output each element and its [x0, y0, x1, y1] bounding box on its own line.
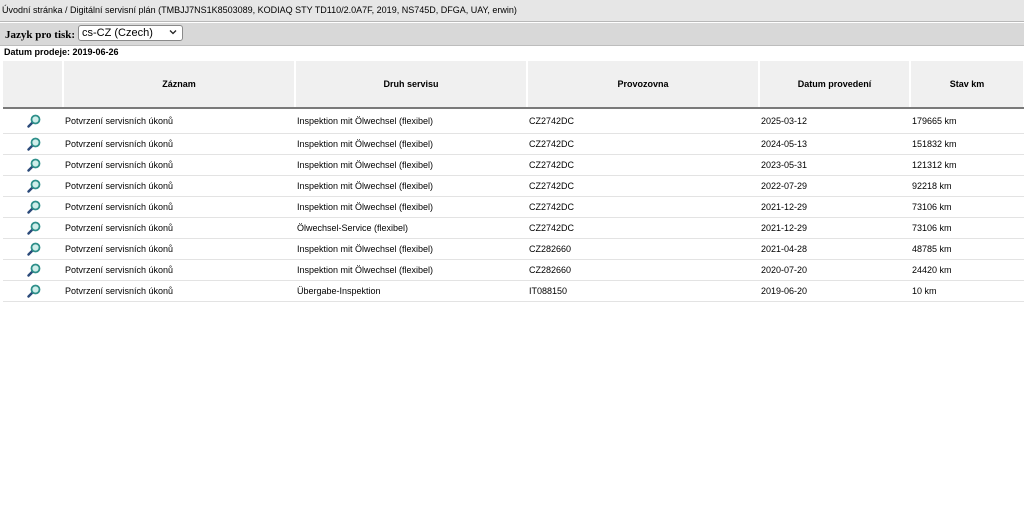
table-row [3, 197, 1024, 218]
table-row [3, 134, 1024, 155]
date-cell: 2021-12-29 [759, 218, 910, 239]
table-row [3, 108, 1024, 134]
row-action-cell [3, 260, 63, 281]
service-type-cell: Übergabe-Inspektion [295, 281, 527, 302]
language-label: Jazyk pro tisk: [5, 29, 76, 41]
date-cell: 2021-04-28 [759, 239, 910, 260]
mileage-cell: 10 km [910, 281, 1024, 302]
magnifier-icon[interactable] [27, 221, 41, 235]
date-cell: 2021-12-29 [759, 197, 910, 218]
date-cell: 2025-03-12 [759, 108, 910, 134]
mileage-cell: 151832 km [910, 134, 1024, 155]
column-header-service-type[interactable]: Druh servisu [295, 61, 527, 108]
record-cell: Potvrzení servisních úkonů [63, 155, 295, 176]
dealer-cell: CZ2742DC [527, 108, 759, 134]
service-type-cell: Inspektion mit Ölwechsel (flexibel) [295, 108, 527, 134]
row-action-cell [3, 134, 63, 155]
language-bar [0, 23, 1024, 46]
magnifier-icon[interactable] [27, 284, 41, 298]
mileage-cell: 73106 km [910, 218, 1024, 239]
dealer-cell: CZ2742DC [527, 155, 759, 176]
magnifier-icon[interactable] [27, 158, 41, 172]
row-action-cell [3, 176, 63, 197]
record-cell: Potvrzení servisních úkonů [63, 108, 295, 134]
service-type-cell: Ölwechsel-Service (flexibel) [295, 218, 527, 239]
dealer-cell: CZ2742DC [527, 197, 759, 218]
row-action-cell [3, 108, 63, 134]
breadcrumb: Úvodní stránka / Digitální servisní plán (TMBJJ7NS1K8503089, KODIAQ STY TD110/2.0A7F, 2019, NS745D, DFGA, UAY, erwin) [2, 5, 517, 15]
dealer-cell: CZ2742DC [527, 134, 759, 155]
service-type-cell: Inspektion mit Ölwechsel (flexibel) [295, 197, 527, 218]
column-header-record[interactable]: Záznam [63, 61, 295, 108]
service-type-cell: Inspektion mit Ölwechsel (flexibel) [295, 134, 527, 155]
row-action-cell [3, 239, 63, 260]
service-type-cell: Inspektion mit Ölwechsel (flexibel) [295, 176, 527, 197]
service-table [3, 61, 1024, 302]
date-cell: 2022-07-29 [759, 176, 910, 197]
language-select-value: cs-CZ (Czech) [82, 27, 153, 39]
record-cell: Potvrzení servisních úkonů [63, 260, 295, 281]
row-action-cell [3, 155, 63, 176]
language-select[interactable] [78, 25, 183, 41]
sale-date: Datum prodeje: 2019-06-26 [4, 47, 119, 57]
mileage-cell: 92218 km [910, 176, 1024, 197]
record-cell: Potvrzení servisních úkonů [63, 134, 295, 155]
record-cell: Potvrzení servisních úkonů [63, 197, 295, 218]
record-cell: Potvrzení servisních úkonů [63, 218, 295, 239]
magnifier-icon[interactable] [27, 137, 41, 151]
mileage-cell: 48785 km [910, 239, 1024, 260]
column-header-action [3, 61, 63, 108]
row-action-cell [3, 281, 63, 302]
magnifier-icon[interactable] [27, 263, 41, 277]
table-body [3, 108, 1024, 302]
service-table-container [3, 61, 1024, 302]
service-type-cell: Inspektion mit Ölwechsel (flexibel) [295, 155, 527, 176]
chevron-down-icon [169, 28, 177, 36]
column-header-date[interactable]: Datum provedení [759, 61, 910, 108]
table-row [3, 155, 1024, 176]
table-row [3, 281, 1024, 302]
row-action-cell [3, 197, 63, 218]
mileage-cell: 24420 km [910, 260, 1024, 281]
record-cell: Potvrzení servisních úkonů [63, 281, 295, 302]
table-row [3, 218, 1024, 239]
column-header-dealer[interactable]: Provozovna [527, 61, 759, 108]
row-action-cell [3, 218, 63, 239]
table-row [3, 239, 1024, 260]
header-bar [0, 0, 1024, 22]
dealer-cell: CZ282660 [527, 239, 759, 260]
magnifier-icon[interactable] [27, 242, 41, 256]
dealer-cell: CZ2742DC [527, 176, 759, 197]
service-type-cell: Inspektion mit Ölwechsel (flexibel) [295, 239, 527, 260]
magnifier-icon[interactable] [27, 114, 41, 128]
column-header-mileage[interactable]: Stav km [910, 61, 1024, 108]
record-cell: Potvrzení servisních úkonů [63, 176, 295, 197]
date-cell: 2020-07-20 [759, 260, 910, 281]
date-cell: 2024-05-13 [759, 134, 910, 155]
dealer-cell: CZ2742DC [527, 218, 759, 239]
mileage-cell: 121312 km [910, 155, 1024, 176]
service-type-cell: Inspektion mit Ölwechsel (flexibel) [295, 260, 527, 281]
date-cell: 2023-05-31 [759, 155, 910, 176]
date-cell: 2019-06-20 [759, 281, 910, 302]
dealer-cell: IT088150 [527, 281, 759, 302]
magnifier-icon[interactable] [27, 179, 41, 193]
table-row [3, 176, 1024, 197]
dealer-cell: CZ282660 [527, 260, 759, 281]
table-header-row [3, 61, 1024, 108]
record-cell: Potvrzení servisních úkonů [63, 239, 295, 260]
mileage-cell: 73106 km [910, 197, 1024, 218]
table-row [3, 260, 1024, 281]
magnifier-icon[interactable] [27, 200, 41, 214]
mileage-cell: 179665 km [910, 108, 1024, 134]
